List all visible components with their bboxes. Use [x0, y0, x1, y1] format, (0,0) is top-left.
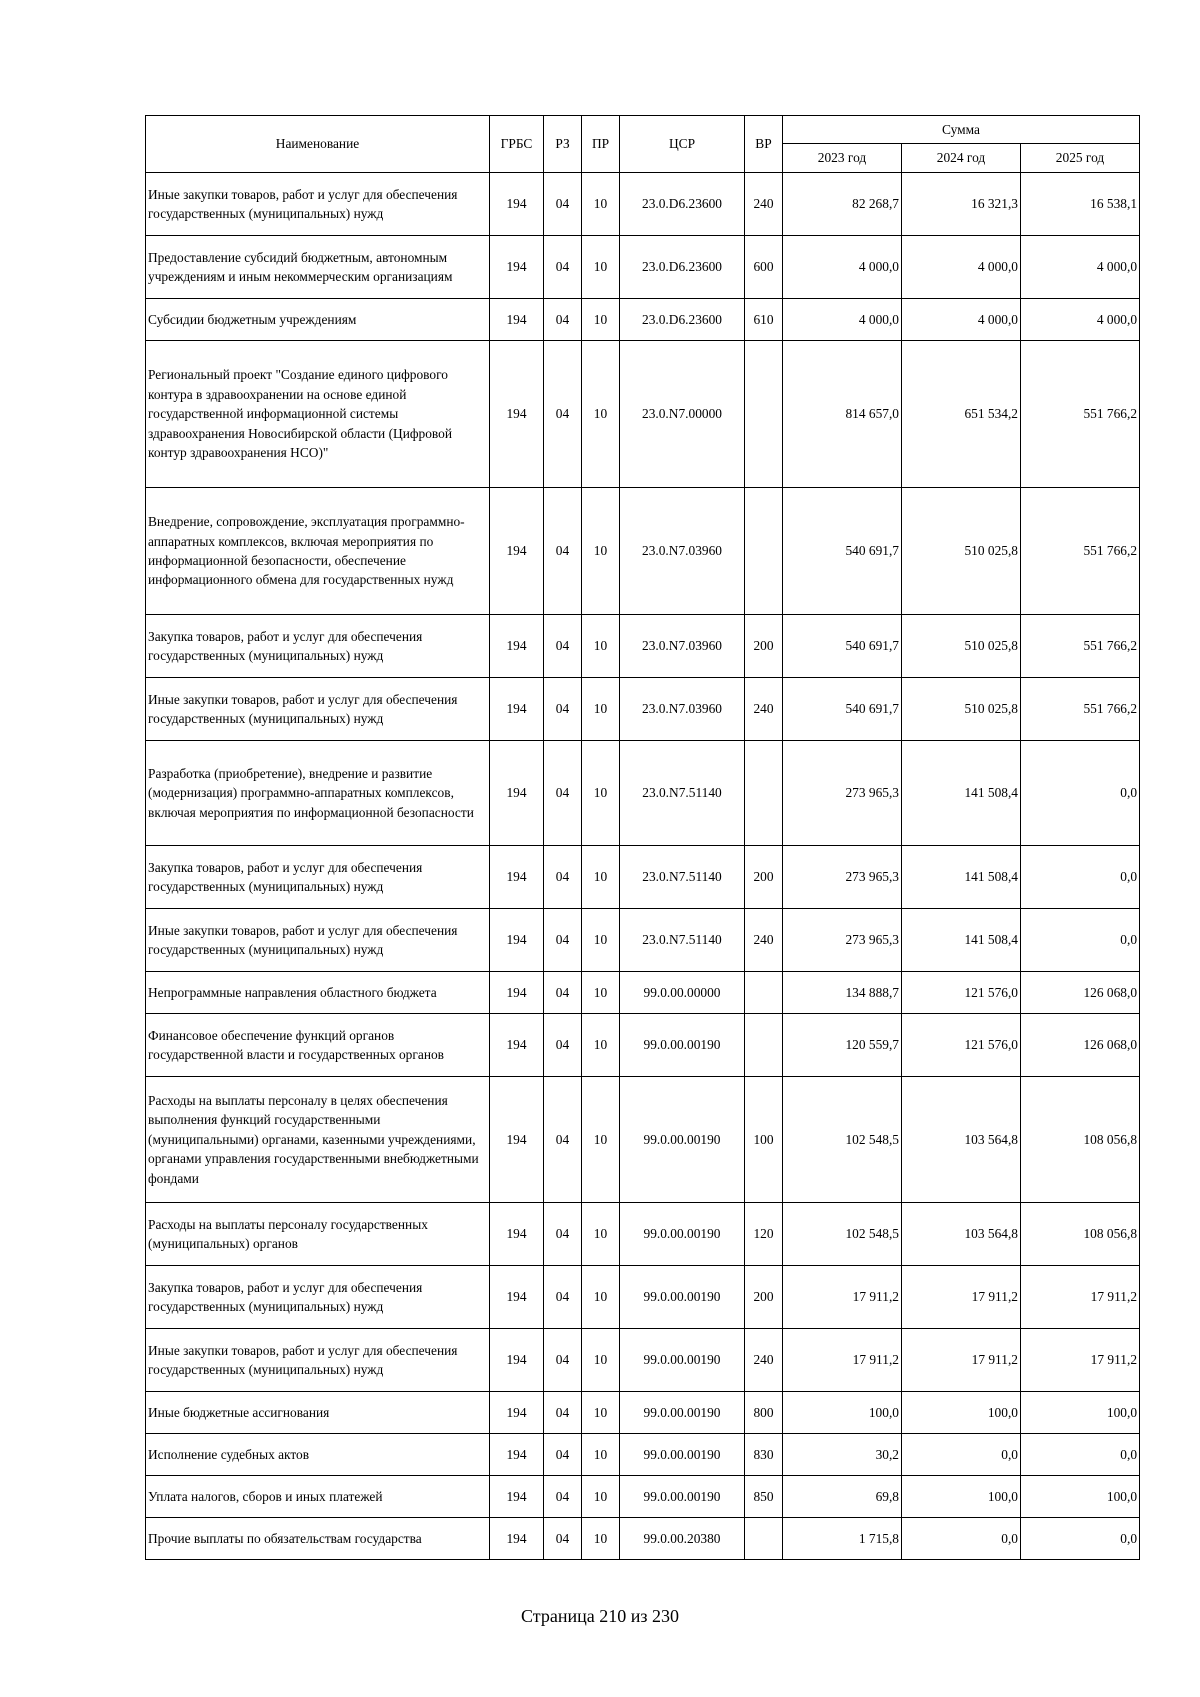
row-sum-2025: 4 000,0 [1021, 299, 1140, 341]
row-vr: 850 [745, 1476, 783, 1518]
row-sum-2025: 100,0 [1021, 1392, 1140, 1434]
row-sum-2023: 4 000,0 [783, 299, 902, 341]
row-csr: 99.0.00.20380 [620, 1518, 745, 1560]
row-sum-2023: 540 691,7 [783, 488, 902, 615]
row-rz: 04 [544, 299, 582, 341]
row-pr: 10 [582, 615, 620, 678]
row-sum-2024: 4 000,0 [902, 236, 1021, 299]
row-sum-2023: 540 691,7 [783, 615, 902, 678]
budget-table [145, 115, 1140, 1560]
table-row [146, 1329, 1140, 1392]
row-grbs: 194 [490, 1518, 544, 1560]
row-grbs: 194 [490, 1392, 544, 1434]
row-sum-2024: 510 025,8 [902, 615, 1021, 678]
row-sum-2023: 273 965,3 [783, 909, 902, 972]
row-sum-2025: 16 538,1 [1021, 173, 1140, 236]
table-row [146, 173, 1140, 236]
row-sum-2024: 16 321,3 [902, 173, 1021, 236]
row-vr: 600 [745, 236, 783, 299]
row-csr: 99.0.00.00190 [620, 1266, 745, 1329]
row-sum-2023: 69,8 [783, 1476, 902, 1518]
row-rz: 04 [544, 909, 582, 972]
row-rz: 04 [544, 1329, 582, 1392]
row-pr: 10 [582, 1266, 620, 1329]
row-vr [745, 488, 783, 615]
header-sum: Сумма [783, 116, 1140, 144]
row-pr: 10 [582, 488, 620, 615]
row-csr: 23.0.N7.00000 [620, 341, 745, 488]
row-pr: 10 [582, 1392, 620, 1434]
row-name: Непрограммные направления областного бюджета [146, 972, 490, 1014]
row-sum-2023: 102 548,5 [783, 1203, 902, 1266]
row-name: Иные закупки товаров, работ и услуг для обеспечения государственных (муниципальных) нужд [146, 1329, 490, 1392]
table-row [146, 1392, 1140, 1434]
row-csr: 99.0.00.00190 [620, 1077, 745, 1203]
row-sum-2023: 100,0 [783, 1392, 902, 1434]
row-csr: 99.0.00.00000 [620, 972, 745, 1014]
row-vr: 200 [745, 1266, 783, 1329]
row-sum-2023: 134 888,7 [783, 972, 902, 1014]
row-rz: 04 [544, 1077, 582, 1203]
row-vr: 830 [745, 1434, 783, 1476]
row-grbs: 194 [490, 236, 544, 299]
row-sum-2025: 0,0 [1021, 741, 1140, 846]
row-sum-2024: 0,0 [902, 1434, 1021, 1476]
row-grbs: 194 [490, 1434, 544, 1476]
row-name: Субсидии бюджетным учреждениям [146, 299, 490, 341]
row-grbs: 194 [490, 615, 544, 678]
table-row [146, 1266, 1140, 1329]
row-pr: 10 [582, 299, 620, 341]
row-vr: 100 [745, 1077, 783, 1203]
table-row [146, 615, 1140, 678]
row-csr: 23.0.N7.51140 [620, 846, 745, 909]
row-vr: 120 [745, 1203, 783, 1266]
row-rz: 04 [544, 341, 582, 488]
row-sum-2024: 17 911,2 [902, 1329, 1021, 1392]
row-sum-2024: 510 025,8 [902, 678, 1021, 741]
header-year-2023: 2023 год [783, 144, 902, 173]
row-pr: 10 [582, 741, 620, 846]
row-vr: 610 [745, 299, 783, 341]
table-row [146, 972, 1140, 1014]
row-rz: 04 [544, 173, 582, 236]
row-name: Закупка товаров, работ и услуг для обеспечения государственных (муниципальных) нужд [146, 1266, 490, 1329]
row-sum-2024: 651 534,2 [902, 341, 1021, 488]
row-sum-2023: 273 965,3 [783, 846, 902, 909]
row-vr [745, 341, 783, 488]
row-rz: 04 [544, 678, 582, 741]
table-row [146, 488, 1140, 615]
row-pr: 10 [582, 1434, 620, 1476]
table-header [146, 116, 1140, 173]
row-sum-2023: 17 911,2 [783, 1266, 902, 1329]
row-csr: 99.0.00.00190 [620, 1014, 745, 1077]
row-grbs: 194 [490, 1266, 544, 1329]
row-sum-2024: 103 564,8 [902, 1203, 1021, 1266]
row-rz: 04 [544, 488, 582, 615]
row-sum-2025: 4 000,0 [1021, 236, 1140, 299]
row-grbs: 194 [490, 1014, 544, 1077]
row-vr [745, 972, 783, 1014]
row-sum-2024: 0,0 [902, 1518, 1021, 1560]
table-row [146, 1434, 1140, 1476]
row-grbs: 194 [490, 741, 544, 846]
row-name: Иные закупки товаров, работ и услуг для обеспечения государственных (муниципальных) нужд [146, 909, 490, 972]
row-pr: 10 [582, 1476, 620, 1518]
row-csr: 23.0.D6.23600 [620, 236, 745, 299]
row-pr: 10 [582, 236, 620, 299]
row-sum-2024: 4 000,0 [902, 299, 1021, 341]
row-sum-2023: 1 715,8 [783, 1518, 902, 1560]
row-csr: 23.0.N7.51140 [620, 909, 745, 972]
row-rz: 04 [544, 236, 582, 299]
row-sum-2024: 100,0 [902, 1476, 1021, 1518]
row-sum-2025: 0,0 [1021, 1434, 1140, 1476]
row-grbs: 194 [490, 299, 544, 341]
row-sum-2023: 17 911,2 [783, 1329, 902, 1392]
row-pr: 10 [582, 972, 620, 1014]
row-sum-2023: 273 965,3 [783, 741, 902, 846]
row-rz: 04 [544, 1518, 582, 1560]
row-name: Прочие выплаты по обязательствам государства [146, 1518, 490, 1560]
table-body [146, 173, 1140, 1560]
row-rz: 04 [544, 1014, 582, 1077]
row-pr: 10 [582, 846, 620, 909]
row-sum-2023: 30,2 [783, 1434, 902, 1476]
table-row [146, 236, 1140, 299]
row-sum-2025: 0,0 [1021, 846, 1140, 909]
row-sum-2024: 141 508,4 [902, 909, 1021, 972]
header-vr: ВР [745, 116, 783, 173]
row-pr: 10 [582, 1014, 620, 1077]
row-name: Разработка (приобретение), внедрение и развитие (модернизация) программно-аппаратных комплексов, включая мероприятия по информационной безопасности [146, 741, 490, 846]
row-sum-2025: 17 911,2 [1021, 1266, 1140, 1329]
row-vr: 240 [745, 173, 783, 236]
table-row [146, 909, 1140, 972]
row-sum-2023: 540 691,7 [783, 678, 902, 741]
row-name: Региональный проект "Создание единого цифрового контура в здравоохранении на основе единой государственной информационной системы здравоохранения Новосибирской области (Цифровой контур здравоохранения НСО)" [146, 341, 490, 488]
row-csr: 23.0.N7.03960 [620, 488, 745, 615]
row-sum-2024: 510 025,8 [902, 488, 1021, 615]
row-csr: 23.0.N7.03960 [620, 678, 745, 741]
header-rz: РЗ [544, 116, 582, 173]
row-name: Иные бюджетные ассигнования [146, 1392, 490, 1434]
row-rz: 04 [544, 615, 582, 678]
row-sum-2025: 108 056,8 [1021, 1203, 1140, 1266]
row-grbs: 194 [490, 488, 544, 615]
row-csr: 99.0.00.00190 [620, 1434, 745, 1476]
table-row [146, 299, 1140, 341]
table-row [146, 846, 1140, 909]
row-csr: 23.0.N7.03960 [620, 615, 745, 678]
row-grbs: 194 [490, 1329, 544, 1392]
row-vr: 240 [745, 909, 783, 972]
row-name: Финансовое обеспечение функций органов государственной власти и государственных органов [146, 1014, 490, 1077]
row-sum-2024: 141 508,4 [902, 846, 1021, 909]
row-csr: 99.0.00.00190 [620, 1392, 745, 1434]
row-sum-2024: 141 508,4 [902, 741, 1021, 846]
row-pr: 10 [582, 1329, 620, 1392]
row-sum-2025: 551 766,2 [1021, 341, 1140, 488]
row-sum-2023: 120 559,7 [783, 1014, 902, 1077]
row-pr: 10 [582, 1203, 620, 1266]
header-name: Наименование [146, 116, 490, 173]
row-sum-2024: 103 564,8 [902, 1077, 1021, 1203]
row-name: Закупка товаров, работ и услуг для обеспечения государственных (муниципальных) нужд [146, 615, 490, 678]
row-vr: 240 [745, 678, 783, 741]
row-grbs: 194 [490, 341, 544, 488]
row-pr: 10 [582, 909, 620, 972]
row-sum-2024: 17 911,2 [902, 1266, 1021, 1329]
row-sum-2025: 551 766,2 [1021, 615, 1140, 678]
row-grbs: 194 [490, 1077, 544, 1203]
row-csr: 99.0.00.00190 [620, 1329, 745, 1392]
table-row [146, 1203, 1140, 1266]
row-sum-2024: 121 576,0 [902, 972, 1021, 1014]
row-pr: 10 [582, 341, 620, 488]
row-vr: 800 [745, 1392, 783, 1434]
row-grbs: 194 [490, 972, 544, 1014]
row-rz: 04 [544, 1392, 582, 1434]
table-row [146, 1518, 1140, 1560]
row-rz: 04 [544, 741, 582, 846]
row-sum-2025: 126 068,0 [1021, 1014, 1140, 1077]
row-vr: 200 [745, 615, 783, 678]
row-sum-2025: 0,0 [1021, 909, 1140, 972]
row-name: Исполнение судебных актов [146, 1434, 490, 1476]
row-sum-2023: 4 000,0 [783, 236, 902, 299]
row-sum-2025: 551 766,2 [1021, 488, 1140, 615]
row-rz: 04 [544, 1203, 582, 1266]
row-vr: 240 [745, 1329, 783, 1392]
header-grbs: ГРБС [490, 116, 544, 173]
row-grbs: 194 [490, 909, 544, 972]
row-rz: 04 [544, 846, 582, 909]
row-sum-2025: 126 068,0 [1021, 972, 1140, 1014]
table-row [146, 1077, 1140, 1203]
row-name: Расходы на выплаты персоналу государственных (муниципальных) органов [146, 1203, 490, 1266]
row-sum-2024: 100,0 [902, 1392, 1021, 1434]
table-row [146, 1014, 1140, 1077]
table-row [146, 341, 1140, 488]
page-number: Страница 210 из 230 [521, 1606, 679, 1626]
row-pr: 10 [582, 678, 620, 741]
row-rz: 04 [544, 972, 582, 1014]
table-row [146, 1476, 1140, 1518]
row-name: Иные закупки товаров, работ и услуг для обеспечения государственных (муниципальных) нужд [146, 678, 490, 741]
row-sum-2023: 814 657,0 [783, 341, 902, 488]
row-pr: 10 [582, 1518, 620, 1560]
row-pr: 10 [582, 173, 620, 236]
row-vr: 200 [745, 846, 783, 909]
row-name: Внедрение, сопровождение, эксплуатация программно-аппаратных комплексов, включая мероприятия по информационной безопасности, обеспечение информационного обмена для государственных нужд [146, 488, 490, 615]
row-name: Уплата налогов, сборов и иных платежей [146, 1476, 490, 1518]
row-csr: 23.0.D6.23600 [620, 173, 745, 236]
row-name: Иные закупки товаров, работ и услуг для обеспечения государственных (муниципальных) нужд [146, 173, 490, 236]
row-sum-2025: 551 766,2 [1021, 678, 1140, 741]
row-grbs: 194 [490, 846, 544, 909]
table-row [146, 741, 1140, 846]
row-csr: 99.0.00.00190 [620, 1203, 745, 1266]
row-rz: 04 [544, 1434, 582, 1476]
row-rz: 04 [544, 1266, 582, 1329]
row-sum-2023: 102 548,5 [783, 1077, 902, 1203]
row-csr: 23.0.N7.51140 [620, 741, 745, 846]
row-vr [745, 1014, 783, 1077]
header-year-2025: 2025 год [1021, 144, 1140, 173]
row-sum-2024: 121 576,0 [902, 1014, 1021, 1077]
row-sum-2025: 17 911,2 [1021, 1329, 1140, 1392]
row-name: Закупка товаров, работ и услуг для обеспечения государственных (муниципальных) нужд [146, 846, 490, 909]
table-row [146, 678, 1140, 741]
row-sum-2023: 82 268,7 [783, 173, 902, 236]
header-pr: ПР [582, 116, 620, 173]
row-rz: 04 [544, 1476, 582, 1518]
row-name: Расходы на выплаты персоналу в целях обеспечения выполнения функций государственными (муниципальными) органами, казенными учреждениями, органами управления государственными внебюджетными фондами [146, 1077, 490, 1203]
row-csr: 23.0.D6.23600 [620, 299, 745, 341]
header-csr: ЦСР [620, 116, 745, 173]
header-year-2024: 2024 год [902, 144, 1021, 173]
row-sum-2025: 108 056,8 [1021, 1077, 1140, 1203]
row-grbs: 194 [490, 1203, 544, 1266]
row-vr [745, 1518, 783, 1560]
row-sum-2025: 100,0 [1021, 1476, 1140, 1518]
row-pr: 10 [582, 1077, 620, 1203]
row-grbs: 194 [490, 678, 544, 741]
row-grbs: 194 [490, 1476, 544, 1518]
row-csr: 99.0.00.00190 [620, 1476, 745, 1518]
row-name: Предоставление субсидий бюджетным, автономным учреждениям и иным некоммерческим организациям [146, 236, 490, 299]
row-vr [745, 741, 783, 846]
row-sum-2025: 0,0 [1021, 1518, 1140, 1560]
row-grbs: 194 [490, 173, 544, 236]
